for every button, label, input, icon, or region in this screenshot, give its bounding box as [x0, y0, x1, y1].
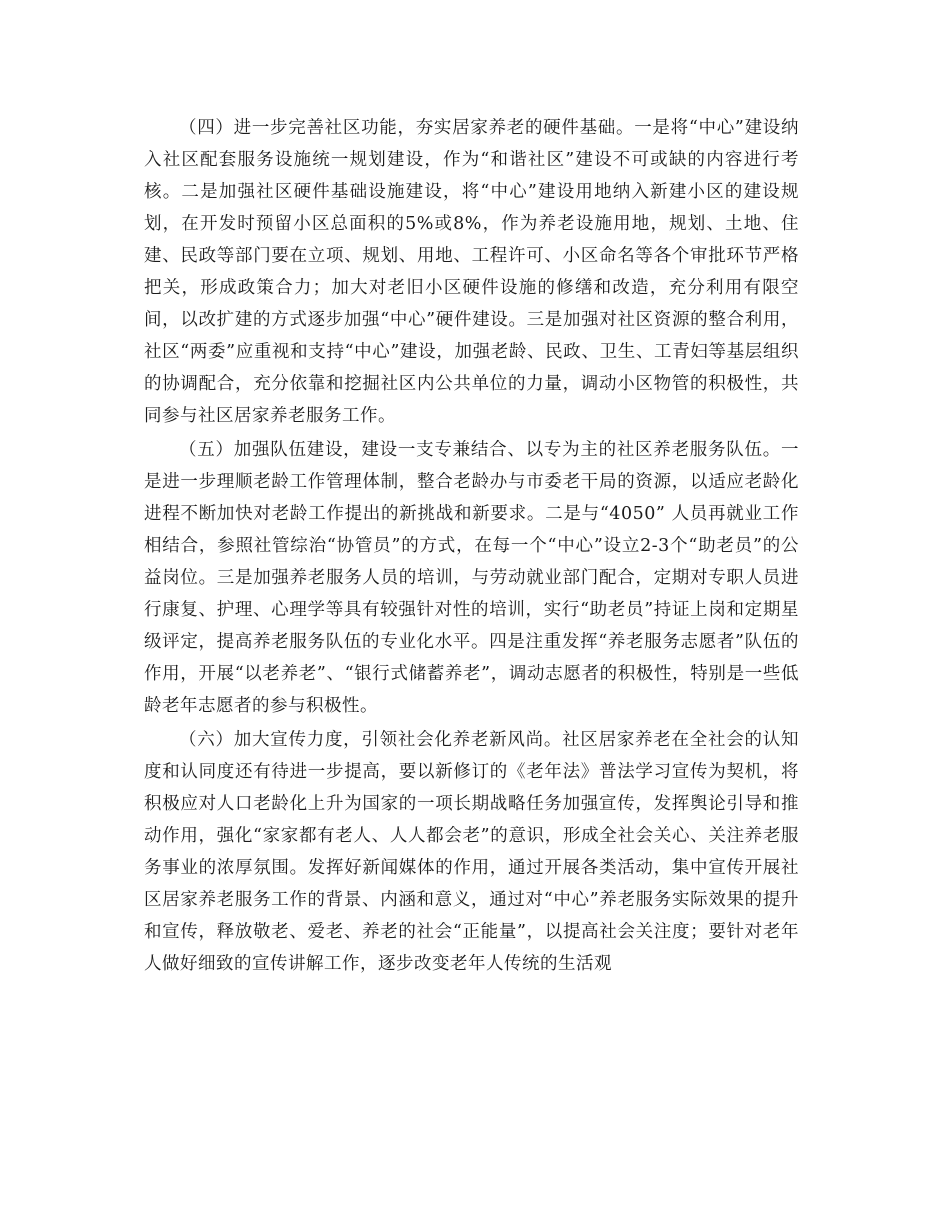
paragraph-section-4: （四）进一步完善社区功能，夯实居家养老的硬件基础。一是将“中心”建设纳入社区配套服务设施统一规划建设，作为“和谐社区”建设不可或缺的内容进行考核。二是加强社区硬件基础设施建设，将“中心”建设用地纳入新建小区的建设规划，在开发时预留小区总面积的5%或8%，作为养老设施用地，规划、土地、住建、民政等部门要在立项、规划、用地、工程许可、小区命名等各个审批环节严格把关，形成政策合力；加大对老旧小区硬件设施的修缮和改造，充分利用有限空间，以改扩建的方式逐步加强“中心”硬件建设。三是加强对社区资源的整合利用，社区“两委”应重视和支持“中心”建设，加强老龄、民政、卫生、工青妇等基层组织的协调配合，充分依靠和挖掘社区内公共单位的力量，调动小区物管的积极性，共同参与社区居家养老服务工作。 [144, 118, 799, 426]
paragraph-section-5: （五）加强队伍建设，建设一支专兼结合、以专为主的社区养老服务队伍。一是进一步理顺老龄工作管理体制，整合老龄办与市委老干局的资源，以适应老龄化进程不断加快对老龄工作提出的新挑战和新要求。二是与“4050” 人员再就业工作相结合，参照社管综治“协管员”的方式，在每一个“中心”设立2-3个“助老员”的公益岗位。三是加强养老服务人员的培训，与劳动就业部门配合，定期对专职人员进行康复、护理、心理学等具有较强针对性的培训，实行“助老员”持证上岗和定期星级评定，提高养老服务队伍的专业化水平。四是注重发挥“养老服务志愿者”队伍的作用，开展“以老养老”、“银行式储蓄养老”，调动志愿者的积极性，特别是一些低龄老年志愿者的参与积极性。 [144, 440, 799, 716]
document-body [144, 112, 799, 980]
paragraph-section-6: （六）加大宣传力度，引领社会化养老新风尚。社区居家养老在全社会的认知度和认同度还有待进一步提高，要以新修订的《老年法》普法学习宣传为契机，将积极应对人口老龄化上升为国家的一项长期战略任务加强宣传，发挥舆论引导和推动作用，强化“家家都有老人、人人都会老”的意识，形成全社会关心、关注养老服务事业的浓厚氛围。发挥好新闻媒体的作用，通过开展各类活动，集中宣传开展社区居家养老服务工作的背景、内涵和意义，通过对“中心”养老服务实际效果的提升和宣传，释放敬老、爱老、养老的社会“正能量”，以提高社会关注度；要针对老年人做好细致的宣传讲解工作，逐步改变老年人传统的生活观 [144, 730, 799, 974]
